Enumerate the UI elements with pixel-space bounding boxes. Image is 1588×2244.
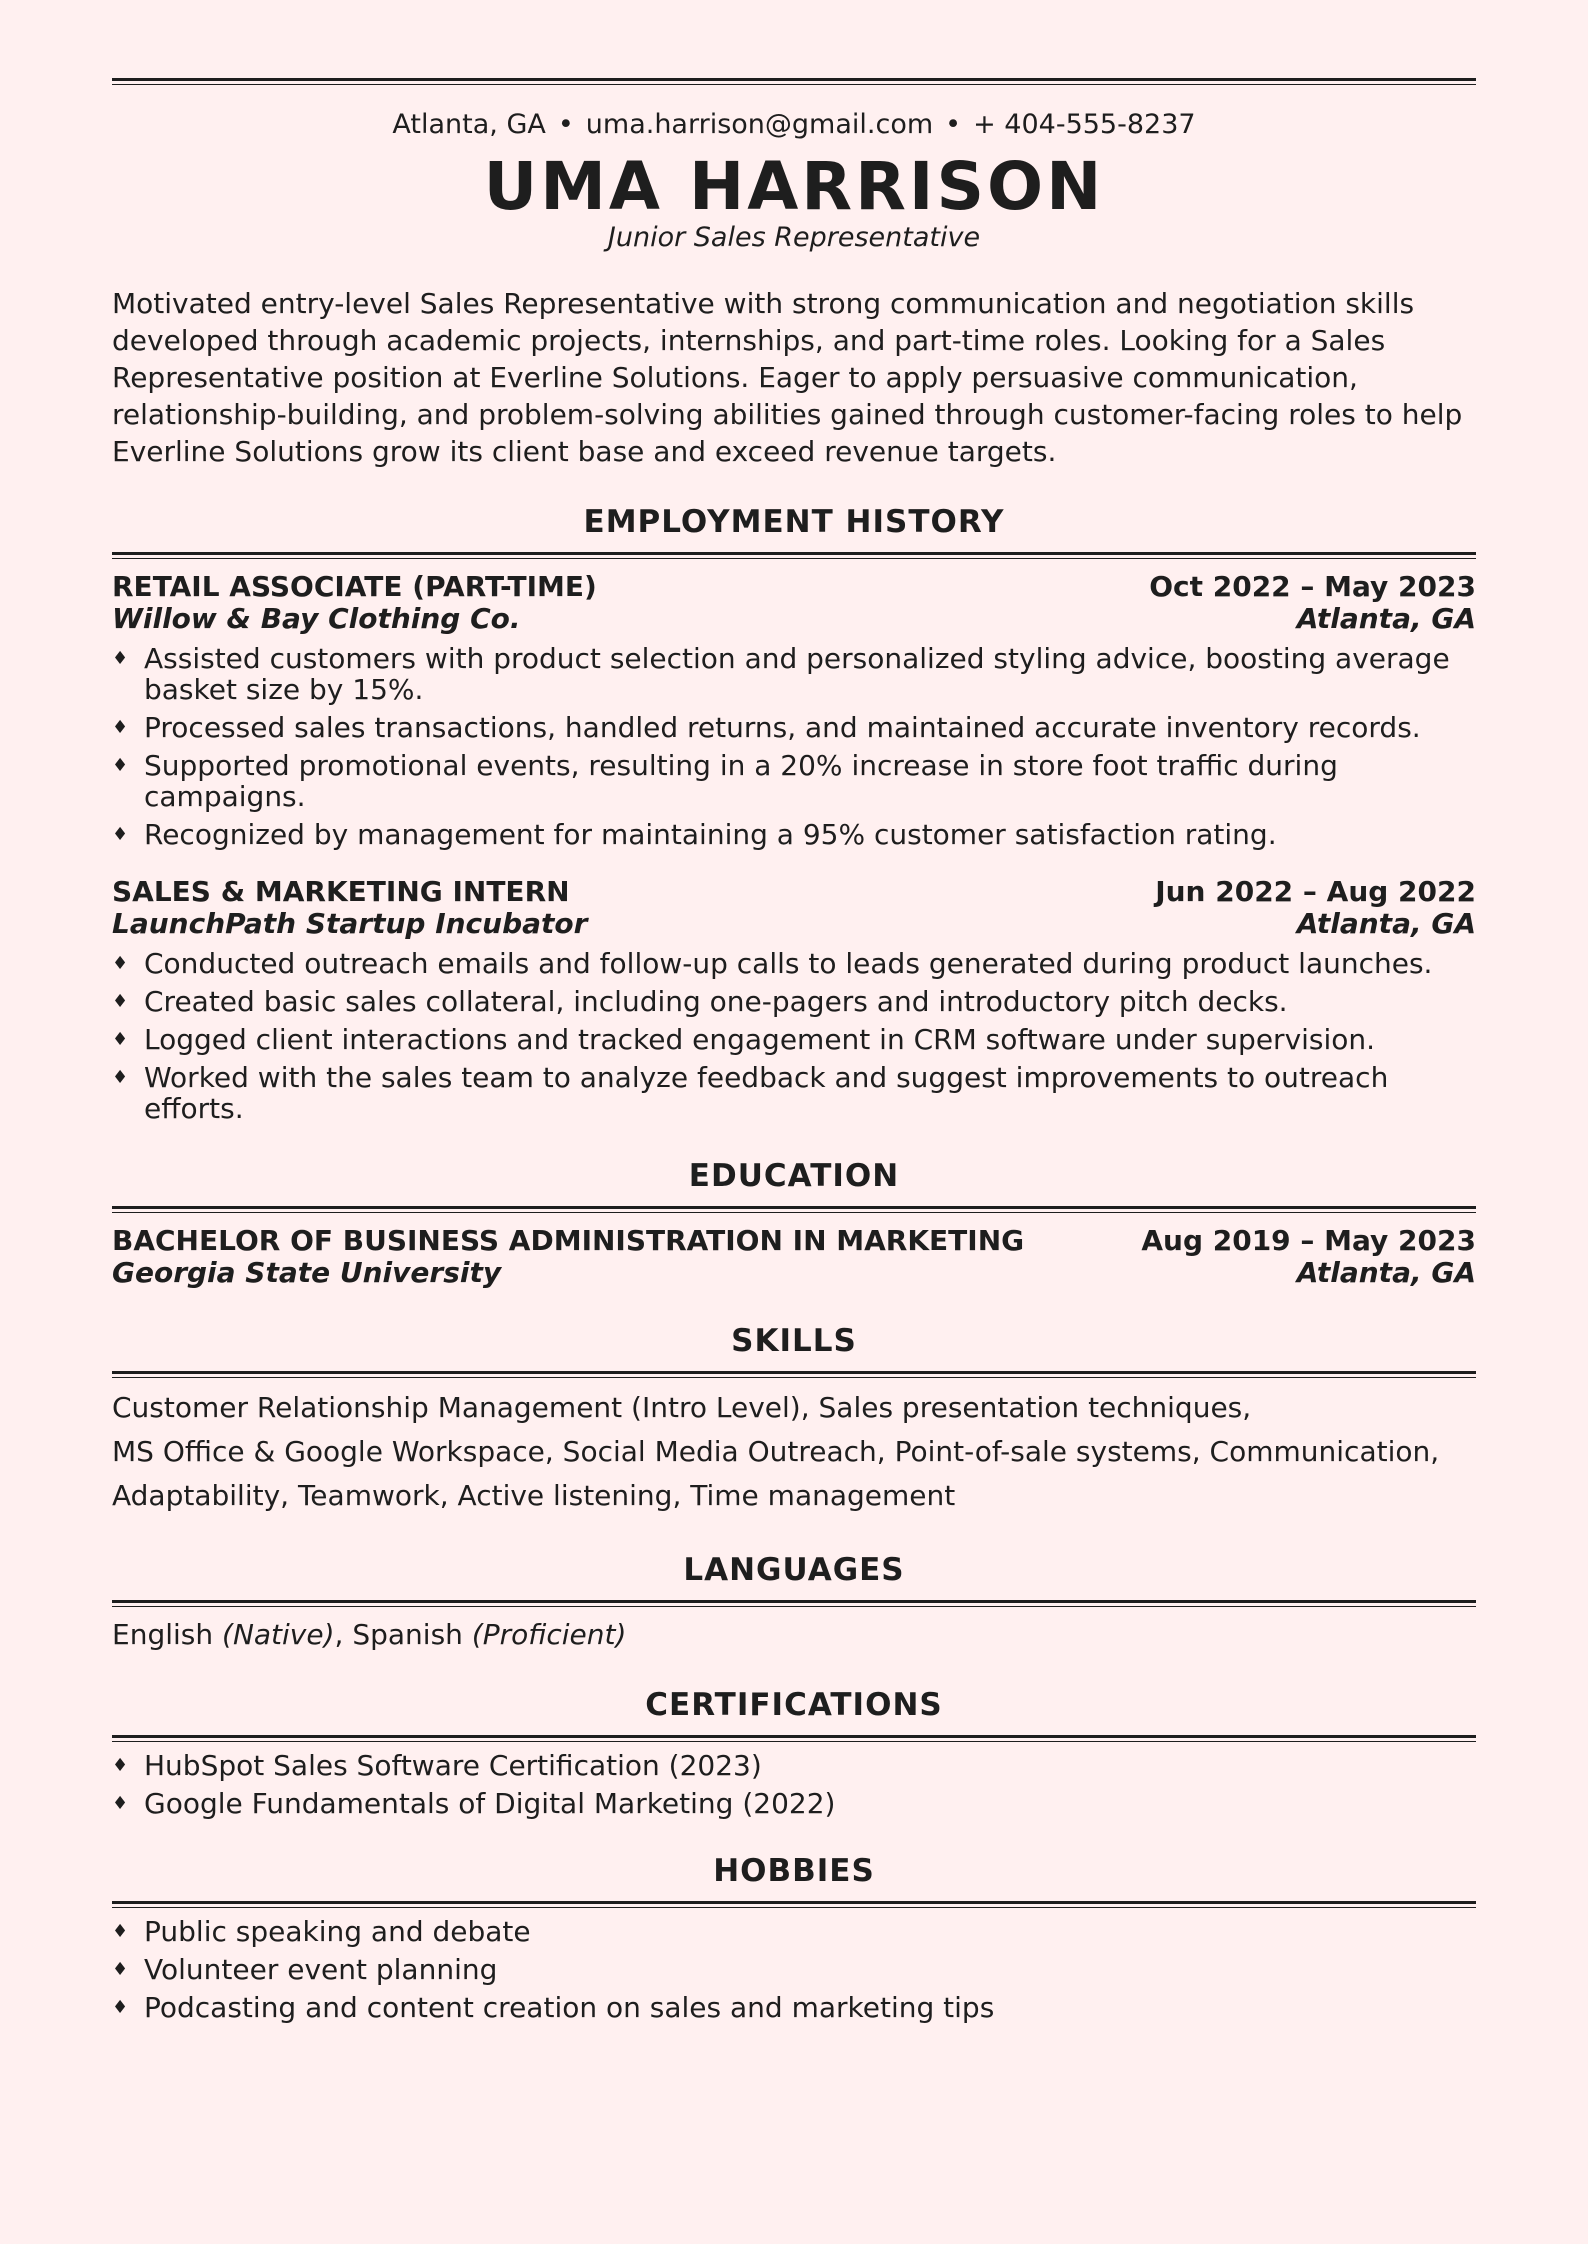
job-location: Atlanta, GA	[1296, 602, 1476, 635]
section-rule	[112, 552, 1476, 559]
certifications-list	[112, 1750, 1476, 1819]
list-item	[112, 948, 1476, 979]
education-location: Atlanta, GA	[1296, 1256, 1476, 1289]
job-dates: Oct 2022 – May 2023	[1149, 570, 1476, 603]
education-dates: Aug 2019 – May 2023	[1141, 1224, 1476, 1257]
education-header-row	[112, 1225, 1476, 1257]
diamond-bullet-icon: ♦	[112, 1959, 129, 1980]
job-role: RETAIL ASSOCIATE (PART-TIME)	[112, 570, 597, 603]
list-item-text: Google Fundamentals of Digital Marketing (2022)	[144, 1787, 836, 1820]
candidate-title: Junior Sales Representative	[607, 222, 981, 253]
job-company: Willow & Bay Clothing Co.	[112, 602, 521, 635]
diamond-bullet-icon: ♦	[112, 1921, 129, 1942]
education-school-row	[112, 1257, 1476, 1289]
list-item-text: Recognized by management for maintaining a 95% customer satisfaction rating.	[144, 818, 1277, 851]
job-company: LaunchPath Startup Incubator	[112, 907, 588, 940]
job-location: Atlanta, GA	[1296, 907, 1476, 940]
contact-location: Atlanta, GA	[392, 109, 546, 140]
list-item-text: Assisted customers with product selection and personalized styling advice, boosting average basket size by 15%.	[144, 642, 1450, 706]
summary-paragraph: Motivated entry-level Sales Representative with strong communication and negotiation skills developed through academic projects, internships, and part-time roles. Looking for a Sales Representative position at Everline Solutions. Eager to apply persuasive communication, relationship-building, and problem-solving abilities gained through customer-facing roles to help Everline Solutions grow its client base and exceed revenue targets.	[112, 287, 1463, 468]
contact-email: uma.harrison@gmail.com	[585, 109, 934, 140]
list-item	[112, 1992, 1476, 2023]
education-school: Georgia State University	[112, 1256, 502, 1289]
list-item-text: Processed sales transactions, handled returns, and maintained accurate inventory records.	[144, 711, 1421, 744]
diamond-bullet-icon: ♦	[112, 991, 129, 1012]
job-entry	[112, 876, 1476, 1124]
list-item	[112, 819, 1476, 850]
languages-heading: LANGUAGES	[683, 1552, 905, 1588]
diamond-bullet-icon: ♦	[112, 648, 129, 669]
list-item	[112, 1024, 1476, 1055]
language-name: English	[112, 1618, 214, 1651]
list-item	[112, 1954, 1476, 1985]
diamond-bullet-icon: ♦	[112, 1997, 129, 2018]
contact-separator-icon: •	[557, 109, 574, 140]
job-header-row	[112, 876, 1476, 908]
list-item	[112, 1062, 1476, 1124]
job-company-row	[112, 908, 1476, 940]
languages-text: English (Native), Spanish (Proficient)	[112, 1618, 627, 1651]
list-item-text: Conducted outreach emails and follow-up calls to leads generated during product launches.	[144, 947, 1433, 980]
job-dates: Jun 2022 – Aug 2022	[1155, 875, 1476, 908]
list-item-text: HubSpot Sales Software Certification (2023)	[144, 1749, 762, 1782]
employment-heading: EMPLOYMENT HISTORY	[583, 504, 1005, 540]
list-item-text: Podcasting and content creation on sales and marketing tips	[144, 1991, 995, 2024]
skills-text	[112, 1386, 1476, 1518]
diamond-bullet-icon: ♦	[112, 755, 129, 776]
list-item	[112, 1916, 1476, 1947]
hobbies-list	[112, 1916, 1476, 2023]
job-entry	[112, 571, 1476, 850]
resume-content	[112, 78, 1476, 2030]
job-header-row	[112, 571, 1476, 603]
diamond-bullet-icon: ♦	[112, 953, 129, 974]
contact-phone: + 404-555-8237	[973, 109, 1196, 140]
diamond-bullet-icon: ♦	[112, 1755, 129, 1776]
diamond-bullet-icon: ♦	[112, 1067, 129, 1088]
section-rule	[112, 1735, 1476, 1742]
diamond-bullet-icon: ♦	[112, 1793, 129, 1814]
list-item-text: Worked with the sales team to analyze feedback and suggest improvements to outreach efforts.	[144, 1061, 1389, 1125]
list-item	[112, 643, 1476, 705]
skills-line: Adaptability, Teamwork, Active listening, Time management	[112, 1479, 956, 1512]
diamond-bullet-icon: ♦	[112, 717, 129, 738]
job-company-row	[112, 603, 1476, 635]
list-item-text: Logged client interactions and tracked engagement in CRM software under supervision.	[144, 1023, 1376, 1056]
job-bullets	[112, 643, 1476, 850]
certifications-heading: CERTIFICATIONS	[645, 1687, 943, 1723]
section-rule	[112, 1206, 1476, 1213]
list-item-text: Supported promotional events, resulting in a 20% increase in store foot traffic during campaigns.	[144, 749, 1338, 813]
contact-line	[112, 105, 1476, 145]
list-item	[112, 750, 1476, 812]
list-item	[112, 1750, 1476, 1781]
education-entry	[112, 1225, 1476, 1289]
contact-separator-icon: •	[945, 109, 962, 140]
language-name: Spanish	[352, 1618, 463, 1651]
diamond-bullet-icon: ♦	[112, 1029, 129, 1050]
candidate-name: UMA HARRISON	[483, 148, 1105, 225]
section-rule	[112, 1371, 1476, 1378]
skills-line: MS Office & Google Workspace, Social Media Outreach, Point-of-sale systems, Communication,	[112, 1435, 1440, 1468]
skills-heading: SKILLS	[731, 1323, 857, 1359]
education-heading: EDUCATION	[688, 1158, 900, 1194]
job-role: SALES & MARKETING INTERN	[112, 875, 570, 908]
hobbies-heading: HOBBIES	[713, 1853, 875, 1889]
education-degree: BACHELOR OF BUSINESS ADMINISTRATION IN MARKETING	[112, 1224, 1025, 1257]
list-item	[112, 986, 1476, 1017]
list-item-text: Public speaking and debate	[144, 1915, 531, 1948]
language-level: (Native)	[222, 1618, 335, 1651]
top-rule	[112, 78, 1476, 85]
list-item-text: Created basic sales collateral, including one-pagers and introductory pitch decks.	[144, 985, 1288, 1018]
skills-line: Customer Relationship Management (Intro Level), Sales presentation techniques,	[112, 1391, 1252, 1424]
job-bullets	[112, 948, 1476, 1124]
list-item-text: Volunteer event planning	[144, 1953, 498, 1986]
diamond-bullet-icon: ♦	[112, 824, 129, 845]
language-level: (Proficient)	[471, 1618, 627, 1651]
list-item	[112, 712, 1476, 743]
section-rule	[112, 1600, 1476, 1607]
section-rule	[112, 1901, 1476, 1908]
list-item	[112, 1788, 1476, 1819]
